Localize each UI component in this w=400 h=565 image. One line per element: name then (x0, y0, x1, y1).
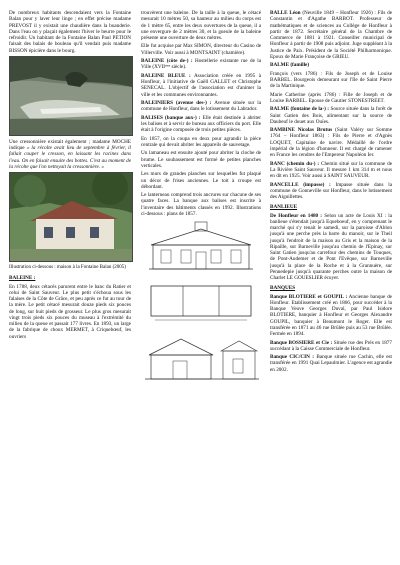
entry-baleine-cote (141, 58, 261, 71)
balises-paragraph-4: Les murs de grandes planches sur lesquelles fut plaqué un décor de frises anciennes. Le toit à croupe est débordant. (141, 171, 261, 190)
entry-title: BALEINE (côte de-) : (141, 58, 193, 65)
entry-balme (270, 62, 392, 68)
plan-floor-drawing (141, 280, 261, 324)
column-left (9, 10, 131, 342)
balme-francois: François (vers 1786) : Fils de Joseph et de Louise BARBEL. Bourgeois demeurant sur l'Ile de Saint Pierre de la Martinique. (270, 70, 392, 90)
entry-title: BAMBINE Nicolas Brutus (270, 127, 333, 134)
entry-title: Banque BLOTIERE et GOUPIL : (270, 293, 348, 300)
entry-banc (270, 161, 392, 180)
baleine-cont-paragraph-2: Elle fut acquise par Max SIMON, directeur du Casino de Villerville. Voir aussi à MONTSAINT (chamière). (141, 43, 261, 56)
entry-text: Située rue des Prés en 1877 succédant à la Caisse Commerciale de Honfleur. (270, 339, 392, 352)
entry-text: Ancienne banque de Honfleur. Etablissement créé en 1866, pour succéder à la Banque Veuve Georges Duval, par Paul Isidore BLOTIERE, banquier à Honfleur et Georges Alexandre GOUPIL, banquier à Beaumont le Roger. Elle est transférée en 1871 au 46 rue Brûlée puis au 53 rue Brûlée. Fermée en 1894. (270, 293, 392, 338)
column-middle (141, 10, 261, 390)
entry-text: (Saint Valéry sur Somme 1764 – Honfleur 1863) : Fils de Pierre et d'Agnès LOQUET, Capitaine de navire. Médaillé de l'ordre impérial de la légion d'honneur. Il est chargé de ramener en France les cendres de l'Empereur Napoléon Ier. (270, 127, 392, 159)
entry-balle (270, 10, 392, 60)
entry-title: Banque BOSSIERE et Cie : (270, 339, 333, 346)
plan-elevation-drawing (141, 219, 261, 277)
entry-text: Banque située rue Cachin, elle est transférée en 1991 Quai Lepaulmier. L'agence est agrandie en 2002. (270, 354, 393, 373)
baleine-paragraph: En 1788, deux cétacés parurent entre le banc du Ratier et celui de Saint Sauveur. Le plus petit s'échoua sous les falaises de la Côte de Grâce, et peu après ce fut au tour de la mère. Le petit cétacé mesurait douze pieds six pouces de long, sur huit pieds de grosseur. Le plus gros mesurait vingt trois pieds six pouces du museau à l'extrémité du milieu de la queue et passait 177 livres. En 1893, un large de la fabrique de choux MERMET, à Criquebœuf, les ouvriers (9, 283, 131, 340)
banques-heading: BANQUES (270, 285, 296, 292)
entry-text: Hostellerie existante rue de la Ville (XVIIᵉᵐᵉ siècle). (141, 58, 262, 71)
entry-text: Selon un acte de Louis XI : la banlieue s'étendait jusqu'à Equeboeuf, en y comprenant le marché qui s'y tenait le samedi, sur la paroisse d'Ablon jusqu'à une perche près la barre du manoir, sur le Theil jusqu'à l'endroit de la maison au Gris et la maison de la Ripaille, sur Barneville jusqu'au chemin de l'Epinay, sur Saint Gatien jusqu'au carrefour des chemins de Touques, de Pont-Audemer et de Pont l'Evêque, sur Barneville jusqu'à la place de la Roche et à la Grannuère, sur Pennedepie jusqu'à quarante perches outre la maison de Charlet LE GOUESLIER écuyer. (270, 212, 393, 282)
entry-banlieue (270, 213, 392, 282)
entry-title: BALEINIERS (avenue des-) : (141, 100, 212, 106)
banlieue-heading: BANLIEUE (270, 204, 298, 211)
cressonniere-paragraph (9, 139, 131, 170)
plan-side-drawing (141, 327, 261, 387)
entry-title: BALEINE BLEUE : (141, 72, 191, 79)
figure-caption: Illustration ci-dessous : maison à la Fontaine Balan (2005) (9, 265, 126, 271)
entry-title: BALME (famille) (270, 62, 310, 69)
entry-title: BALME (fontaine de la-) : (270, 106, 330, 113)
balises-paragraph-5: Le lanterneau comprend trois ancrures sur chacune de ses quatre faces. La banque aux balises est inscrite à l'inventaire des bâtiments classés en 1992. Illustrations ci-dessous : plans de 1857. (141, 192, 261, 217)
entry-banque-bossiere (270, 340, 392, 353)
entry-balme-fontaine (270, 106, 392, 125)
intro-paragraph: De nombreux habitants descendaient vers la Fontaine Balan pour y laver leur linge ; en effet précise madame PREVOST il y existait une chaudière dans la buanderie. Dans l'eau on y plaçait également l'hiver le beurre pour le refroidir. Un habitant de la Fontaine Balan Paul PETION faisait des balais de bouleau qu'il vendait puis madame BISSON épicière dans le bourg. (9, 10, 131, 54)
balme-marie: Marie Catherine (après 1786) : Fille de Joseph et de Louise BARBEL. Epouse de Gautier STONESTREET. (270, 91, 392, 104)
photo-ferry-rock (9, 56, 133, 136)
entry-title: BALLE Léon (270, 10, 301, 16)
entry-title: Banque CIC/CIN : (270, 354, 314, 361)
entry-baleiniers (141, 100, 261, 113)
baleine-heading: BALEINE : (9, 275, 36, 282)
entry-text: Elle était destinée à abriter les balises et à servir de bureau aux officiers du port. Elle était à l'origine composée de trois petites pièces. (141, 114, 262, 134)
entry-text: Association créée en 1995 à Honfleur, à l'initiative de Gaëll GALLET et Christophe SENECAL. L'objectif de l'association est d'animer la ville et les communes environnantes. (141, 72, 261, 98)
photo-house-fontaine-balan (9, 172, 133, 262)
column-right (270, 10, 392, 375)
entry-bambine (270, 127, 392, 158)
entry-text: (Neuville 1849 – Honfleur 1926) : Fils de Constantin et d'Agathe BARBOT. Professeur de mathématiques et de sciences au Collège de Honfleur à partir de 1872. Secrétaire général de la Chambre de Commerce de 1881 à 1921. Conseiller municipal de Honfleur à partir de 1908 puis adjoint. Juge suppléant à la Justice de Paix. Président de la Société Philharmonique. Epoux de Marie Françoise de GRIEU. (270, 10, 393, 60)
entry-balises (141, 115, 261, 134)
entry-subtitle: De Honfleur en 1480 : (270, 212, 323, 219)
entry-text: Avenue située sur la commune de Honfleur, dans le lotissement du Labrador. (141, 100, 262, 113)
entry-title: BANCELLE (impasse) : (270, 181, 331, 188)
entry-bancelle (270, 182, 392, 201)
entry-text: Source située dans la forêt de Saint Gatien des Bois, alimentant sur la source de Daubeuf le douet aux Ouïes. (270, 106, 393, 125)
baleine-cont-paragraph: trouvèrent une baleine. De la taille à la queue, le cétacé mesurait 10 mètres 50, sa hauteur au milieu du corps est de 1 mètre 65, entre les deux ouvertures de la queue, il a une envergure de 2 mètres 30, et la gueule de la baleine présente une ouverture de deux mètres. (141, 10, 261, 41)
entry-baleine-bleue (141, 73, 261, 98)
entry-banque-blotiere (270, 294, 392, 338)
entry-title: BANC (chemin du-) : (270, 160, 320, 167)
entry-text: Chemin situé sur la commune de La Rivière Saint Sauveur. Il mesure 1 km 314 m et nous en dit en 1925. Voir aussi à SAINT SAUVEUR. (270, 160, 392, 180)
entry-banque-cic (270, 354, 392, 373)
entry-title: BALISES (banque aux-) : (141, 114, 201, 121)
entry-text: Impasse située dans la commune de Gonneville sur Honfleur, dans le lotissement des Aiguillettes. (270, 181, 392, 201)
balises-paragraph-3: Un lamaneau est ensuite ajouté pour abriter la cloche de brume. Le soubassement est formé de petites planches verticales. (141, 150, 261, 169)
cressonniere-text: Une cressonnière existait également ; madame MOCHE indique (9, 138, 131, 152)
cressonniere-quote: « la récolte avait lieu de septembre à février, il fallait couper le cresson, en laissant les racines dans l'eau. On en faisait ensuite des bottes. C'est au moment de la récolte que l'on nettoyait la cressonnière. » (9, 145, 132, 170)
balises-paragraph-2: En 1857, on la coupa en deux pour agrandir la pièce centrale qui devait abriter les appareils de sauvetage. (141, 135, 261, 148)
